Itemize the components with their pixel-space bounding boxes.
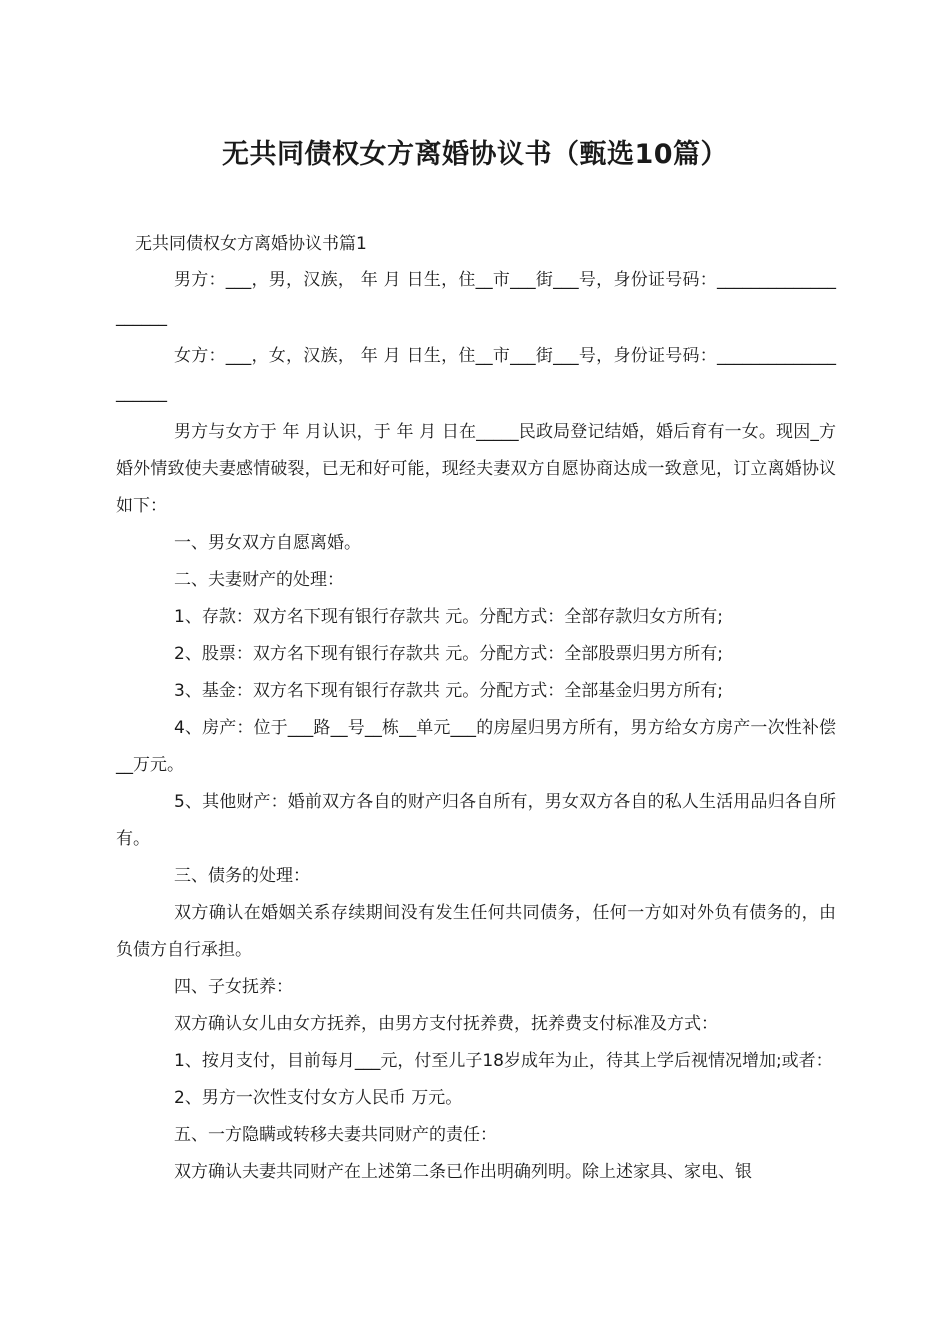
paragraph-clause-2-heading: 二、夫妻财产的处理： [174,570,344,590]
paragraph-wife-info: 女方：___，女，汉族， 年 月 日生，住__市___街___号，身份证号码：____________________ [116,346,836,403]
paragraph-asset-confirmation: 双方确认夫妻共同财产在上述第二条已作出明确列明。除上述家具、家电、银 [174,1162,752,1182]
paragraph-background: 男方与女方于 年 月认识，于 年 月 日在_____民政局登记结婚，婚后育有一女。现因_方婚外情致使夫妻感情破裂，已无和好可能，现经夫妻双方自愿协商达成一致意见，订立离婚协议如下： [116,422,836,516]
section-heading: 无共同债权女方离婚协议书篇1 [135,234,367,254]
paragraph-clause-5-heading: 五、一方隐瞒或转移夫妻共同财产的责任： [174,1125,497,1145]
paragraph-funds: 3、基金：双方名下现有银行存款共 元。分配方式：全部基金归男方所有; [174,681,723,701]
paragraph-monthly-support: 1、按月支付，目前每月___元，付至儿子18岁成年为止，待其上学后视情况增加;或者： [174,1051,833,1071]
document-title: 无共同债权女方离婚协议书（甄选10篇） [221,139,729,170]
paragraph-property: 4、房产：位于___路__号__栋__单元___的房屋归男方所有，男方给女方房产一次性补偿__万元。 [116,718,836,775]
paragraph-clause-4-heading: 四、子女抚养： [174,977,293,997]
paragraph-clause-3-heading: 三、债务的处理： [174,866,310,886]
paragraph-clause-1: 一、男女双方自愿离婚。 [174,533,361,553]
paragraph-debts: 双方确认在婚姻关系存续期间没有发生任何共同债务，任何一方如对外负有债务的，由负债方自行承担。 [116,903,836,960]
document-body [116,262,836,1191]
paragraph-custody: 双方确认女儿由女方抚养，由男方支付抚养费，抚养费支付标准及方式： [174,1014,718,1034]
paragraph-other-assets: 5、其他财产：婚前双方各自的财产归各自所有，男女双方各自的私人生活用品归各自所有。 [116,792,836,849]
paragraph-husband-info: 男方：___，男，汉族， 年 月 日生，住__市___街___号，身份证号码：____________________ [116,270,836,327]
paragraph-stocks: 2、股票：双方名下现有银行存款共 元。分配方式：全部股票归男方所有; [174,644,723,664]
paragraph-lump-sum: 2、男方一次性支付女方人民币 万元。 [174,1088,463,1108]
paragraph-deposit: 1、存款：双方名下现有银行存款共 元。分配方式：全部存款归女方所有; [174,607,723,627]
